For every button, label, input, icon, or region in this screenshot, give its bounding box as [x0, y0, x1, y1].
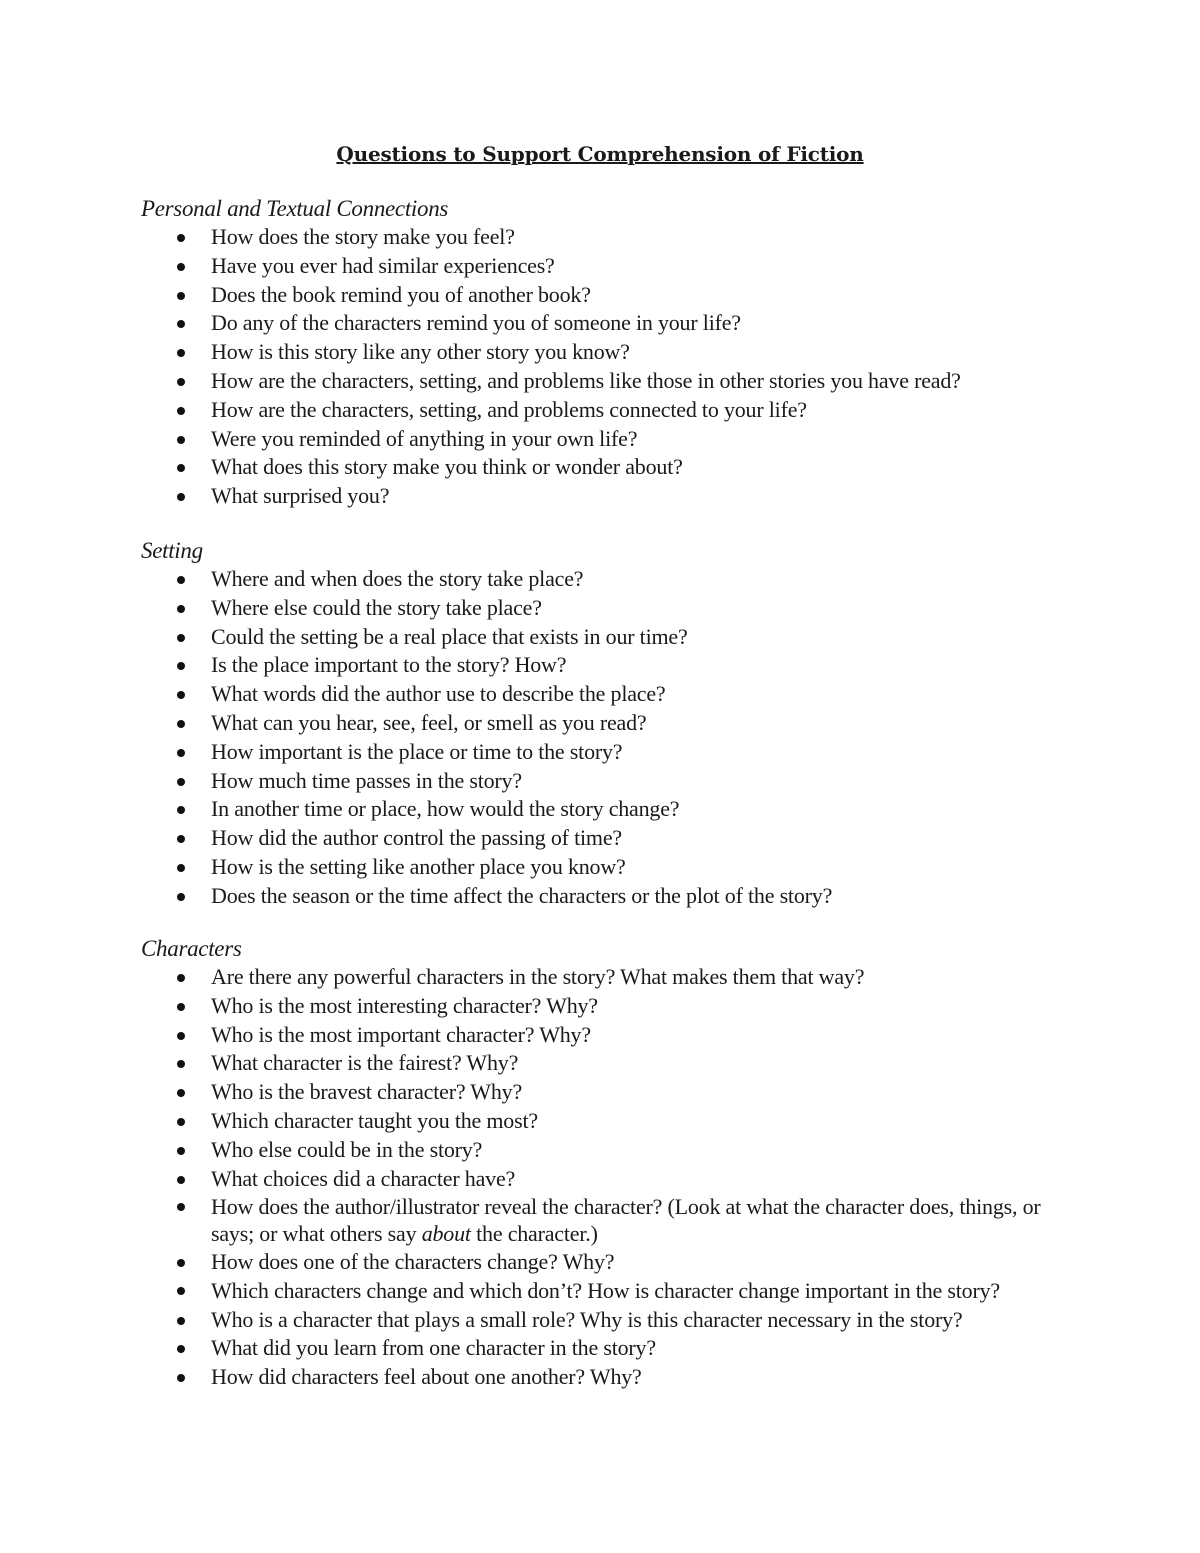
section-characters [141, 935, 1061, 1392]
list-item: Which characters change and which don’t? How is character change important in the story? [141, 1277, 1061, 1306]
list-item: How are the characters, setting, and problems connected to your life? [141, 396, 1061, 425]
list-item: Who is the most important character? Why? [141, 1021, 1061, 1050]
list-item: Do any of the characters remind you of someone in your life? [141, 309, 1061, 338]
list-item: In another time or place, how would the story change? [141, 795, 1061, 824]
question-list [141, 565, 1061, 911]
list-item: How does the story make you feel? [141, 223, 1061, 252]
section-heading: Setting [141, 538, 203, 563]
list-item: What character is the fairest? Why? [141, 1049, 1061, 1078]
list-item: Does the season or the time affect the characters or the plot of the story? [141, 882, 1061, 911]
list-item: How are the characters, setting, and problems like those in other stories you have read? [141, 367, 1061, 396]
document-title: Questions to Support Comprehension of Fiction [336, 142, 864, 166]
list-item: What choices did a character have? [141, 1165, 1061, 1194]
list-item: Have you ever had similar experiences? [141, 252, 1061, 281]
emphasis-text: about [421, 1220, 471, 1246]
section-heading: Characters [141, 936, 242, 961]
list-item: What words did the author use to describe the place? [141, 680, 1061, 709]
section-setting [141, 537, 1061, 911]
list-item: How did the author control the passing of time? [141, 824, 1061, 853]
list-item [141, 1193, 1061, 1248]
list-item: How is this story like any other story you know? [141, 338, 1061, 367]
list-item: How important is the place or time to the story? [141, 738, 1061, 767]
list-item: How did characters feel about one another? Why? [141, 1363, 1061, 1392]
list-item: Who is the bravest character? Why? [141, 1078, 1061, 1107]
list-item: What surprised you? [141, 482, 1061, 511]
list-item: How is the setting like another place you know? [141, 853, 1061, 882]
list-item: Who is the most interesting character? Why? [141, 992, 1061, 1021]
question-list [141, 223, 1061, 511]
list-item: Which character taught you the most? [141, 1107, 1061, 1136]
list-item: Could the setting be a real place that exists in our time? [141, 623, 1061, 652]
list-item: How much time passes in the story? [141, 767, 1061, 796]
list-item: Who else could be in the story? [141, 1136, 1061, 1165]
list-item: Who is a character that plays a small role? Why is this character necessary in the story? [141, 1306, 1061, 1335]
list-item: Were you reminded of anything in your own life? [141, 425, 1061, 454]
list-item: What does this story make you think or wonder about? [141, 453, 1061, 482]
question-list [141, 963, 1061, 1392]
section-heading: Personal and Textual Connections [141, 196, 449, 221]
list-item: What did you learn from one character in the story? [141, 1334, 1061, 1363]
list-item-text: How does the author/illustrator reveal the character? (Look at what the character does, things, or says; or what others say [211, 1194, 1041, 1246]
list-item: What can you hear, see, feel, or smell as you read? [141, 709, 1061, 738]
list-item: Is the place important to the story? How? [141, 651, 1061, 680]
list-item: Are there any powerful characters in the story? What makes them that way? [141, 963, 1061, 992]
list-item: How does one of the characters change? Why? [141, 1248, 1061, 1277]
section-personal-connections [141, 195, 1061, 511]
list-item: Where else could the story take place? [141, 594, 1061, 623]
list-item: Does the book remind you of another book? [141, 281, 1061, 310]
list-item-text: the character.) [470, 1220, 598, 1246]
list-item: Where and when does the story take place? [141, 565, 1061, 594]
